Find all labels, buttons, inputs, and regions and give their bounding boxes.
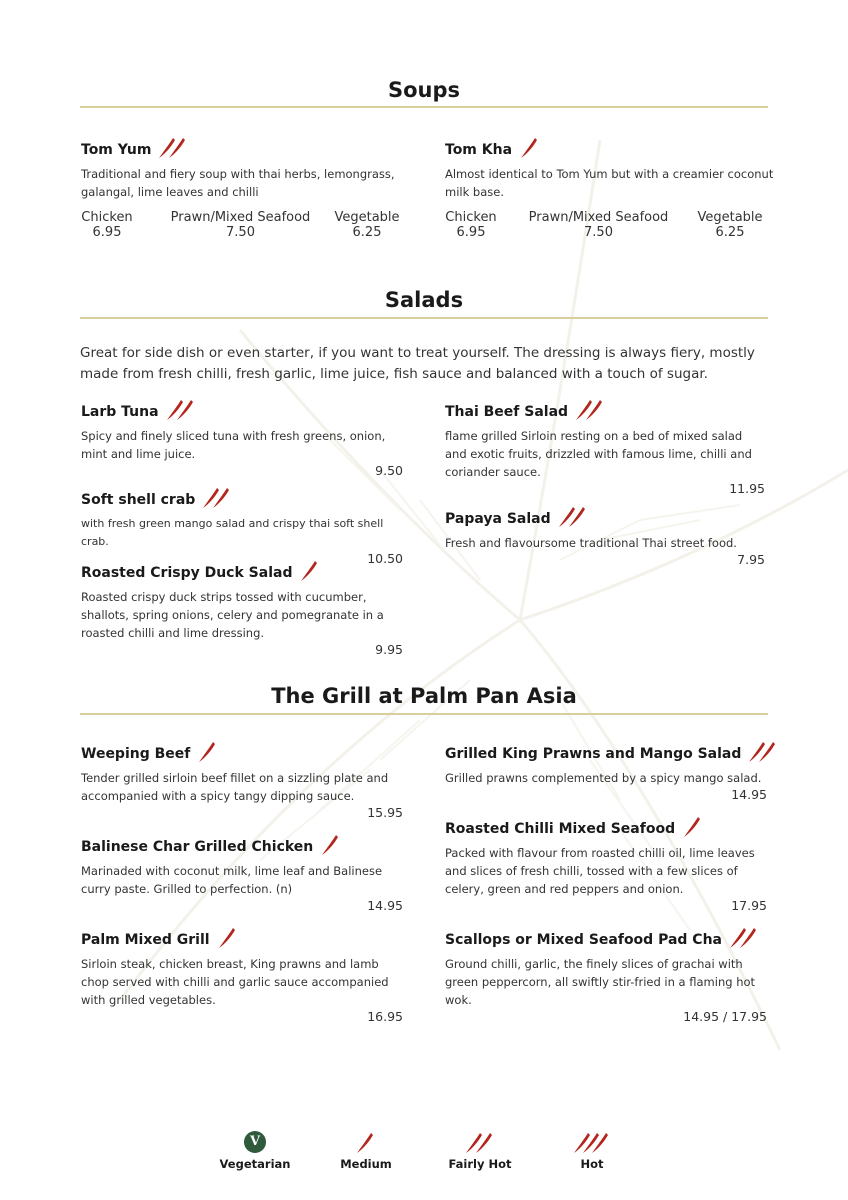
option-vegetable: Vegetable 6.25 bbox=[334, 210, 400, 240]
dish-description: with fresh green mango salad and crispy thai soft shell crab. bbox=[81, 517, 384, 548]
dish-price: 16.95 bbox=[367, 1009, 403, 1024]
dish-thai-beef-salad bbox=[445, 398, 765, 496]
grill-divider bbox=[80, 713, 768, 715]
chili-medium-icon bbox=[218, 926, 238, 954]
dish-name: Palm Mixed Grill bbox=[81, 932, 210, 948]
dish-name: Soft shell crab bbox=[81, 492, 196, 508]
option-chicken: Chicken 6.95 bbox=[81, 210, 133, 240]
chili-medium-icon bbox=[300, 559, 320, 587]
legend-medium bbox=[326, 1131, 406, 1171]
dish-price: 15.95 bbox=[367, 805, 403, 820]
option-prawn-seafood: Prawn/Mixed Seafood 7.50 bbox=[170, 210, 311, 240]
soups-divider bbox=[80, 106, 768, 108]
salads-intro: Great for side dish or even starter, if you want to treat yourself. The dressing is always fiery, mostly made from fresh chilli, fresh garlic, lime juice, fish sauce and balanced with a touch of sugar. bbox=[80, 345, 755, 382]
chili-fairly-hot-icon bbox=[576, 398, 604, 426]
dish-balinese-chicken bbox=[81, 833, 403, 913]
option-vegetable: Vegetable 6.25 bbox=[697, 210, 763, 240]
chili-hot-icon bbox=[552, 1131, 632, 1157]
dish-description: Sirloin steak, chicken breast, King prawns and lamb chop served with chilli and garlic sauce accompanied with grilled vegetables. bbox=[81, 957, 389, 1007]
dish-pad-cha bbox=[445, 926, 767, 1024]
dish-price: 11.95 bbox=[729, 481, 765, 496]
legend-vegetarian bbox=[212, 1131, 298, 1171]
dish-name: Larb Tuna bbox=[81, 404, 159, 420]
dish-description: Grilled prawns complemented by a spicy mango salad. bbox=[445, 771, 762, 785]
dish-description: Fresh and flavoursome traditional Thai street food. bbox=[445, 536, 737, 550]
dish-name: Thai Beef Salad bbox=[445, 404, 569, 420]
chili-fairly-hot-icon bbox=[559, 505, 587, 533]
dish-name: Grilled King Prawns and Mango Salad bbox=[445, 746, 742, 762]
legend-hot bbox=[552, 1131, 632, 1171]
dish-description: Spicy and finely sliced tuna with fresh greens, onion, mint and lime juice. bbox=[81, 429, 386, 461]
chili-medium-icon bbox=[520, 136, 540, 164]
dish-price: 9.95 bbox=[375, 642, 403, 657]
legend-label: Medium bbox=[340, 1157, 392, 1171]
dish-price: 14.95 / 17.95 bbox=[683, 1009, 767, 1024]
dish-price: 7.95 bbox=[737, 552, 765, 567]
dish-name: Tom Kha bbox=[445, 142, 513, 158]
dish-price: 14.95 bbox=[367, 898, 403, 913]
dish-tom-yum bbox=[81, 136, 411, 201]
dish-duck-salad bbox=[81, 559, 403, 657]
dish-name: Weeping Beef bbox=[81, 746, 191, 762]
chili-fairly-hot-icon bbox=[440, 1131, 520, 1157]
legend-label: Fairly Hot bbox=[448, 1157, 512, 1171]
dish-description: Marinaded with coconut milk, lime leaf and Balinese curry paste. Grilled to perfection. (n) bbox=[81, 864, 383, 896]
dish-name: Papaya Salad bbox=[445, 511, 551, 527]
dish-description: Roasted crispy duck strips tossed with cucumber, shallots, spring onions, celery and pomegranate in a roasted chilli and lime dressing. bbox=[81, 590, 384, 640]
dish-name: Balinese Char Grilled Chicken bbox=[81, 839, 314, 855]
salads-title: Salads bbox=[384, 288, 464, 312]
dish-papaya-salad bbox=[445, 505, 765, 567]
dish-description: Ground chilli, garlic, the finely slices of grachai with green peppercorn, all swiftly stir-fried in a flaming hot wok. bbox=[445, 957, 756, 1007]
chili-medium-icon bbox=[326, 1131, 406, 1157]
dish-description: Packed with flavour from roasted chilli oil, lime leaves and slices of fresh chilli, tossed with a few slices of celery, green and red peppers and onion. bbox=[445, 846, 755, 896]
chili-medium-icon bbox=[321, 833, 341, 861]
dish-name: Roasted Crispy Duck Salad bbox=[81, 565, 293, 581]
dish-description: Traditional and fiery soup with thai herbs, lemongrass, galangal, lime leaves and chilli bbox=[81, 167, 395, 199]
dish-chilli-seafood bbox=[445, 815, 767, 913]
dish-description: Almost identical to Tom Yum but with a creamier coconut milk base. bbox=[445, 167, 774, 199]
salads-divider bbox=[80, 317, 768, 319]
grill-title: The Grill at Palm Pan Asia bbox=[271, 684, 577, 708]
dish-price: 14.95 bbox=[731, 787, 767, 802]
dish-name: Roasted Chilli Mixed Seafood bbox=[445, 821, 676, 837]
dish-description: Tender grilled sirloin beef fillet on a sizzling plate and accompanied with a spicy tangy dipping sauce. bbox=[81, 771, 389, 803]
dish-price: 10.50 bbox=[367, 551, 403, 566]
dish-name: Tom Yum bbox=[81, 142, 152, 158]
chili-medium-icon bbox=[683, 815, 703, 843]
legend-label: Hot bbox=[580, 1157, 604, 1171]
vegetarian-icon: V bbox=[244, 1131, 266, 1153]
dish-description: flame grilled Sirloin resting on a bed of mixed salad and exotic fruits, drizzled with famous lime, chilli and coriander sauce. bbox=[445, 429, 752, 479]
option-prawn-seafood: Prawn/Mixed Seafood 7.50 bbox=[528, 210, 669, 240]
dish-weeping-beef bbox=[81, 740, 403, 820]
soups-title: Soups bbox=[387, 78, 461, 102]
option-chicken: Chicken 6.95 bbox=[445, 210, 497, 240]
dish-tom-kha bbox=[445, 136, 775, 201]
dish-price: 17.95 bbox=[731, 898, 767, 913]
chili-medium-icon bbox=[198, 740, 218, 768]
chili-fairly-hot-icon bbox=[159, 136, 187, 164]
chili-fairly-hot-icon bbox=[749, 740, 777, 768]
dish-king-prawns bbox=[445, 740, 767, 802]
legend-fairly-hot bbox=[440, 1131, 520, 1171]
legend-label: Vegetarian bbox=[219, 1157, 291, 1171]
dish-price: 9.50 bbox=[375, 463, 403, 478]
dish-name: Scallops or Mixed Seafood Pad Cha bbox=[445, 932, 722, 948]
dish-palm-mixed-grill bbox=[81, 926, 403, 1024]
chili-fairly-hot-icon bbox=[203, 486, 231, 514]
dish-larb-tuna bbox=[81, 398, 403, 478]
chili-fairly-hot-icon bbox=[730, 926, 758, 954]
dish-soft-shell-crab bbox=[81, 486, 403, 566]
chili-fairly-hot-icon bbox=[167, 398, 195, 426]
